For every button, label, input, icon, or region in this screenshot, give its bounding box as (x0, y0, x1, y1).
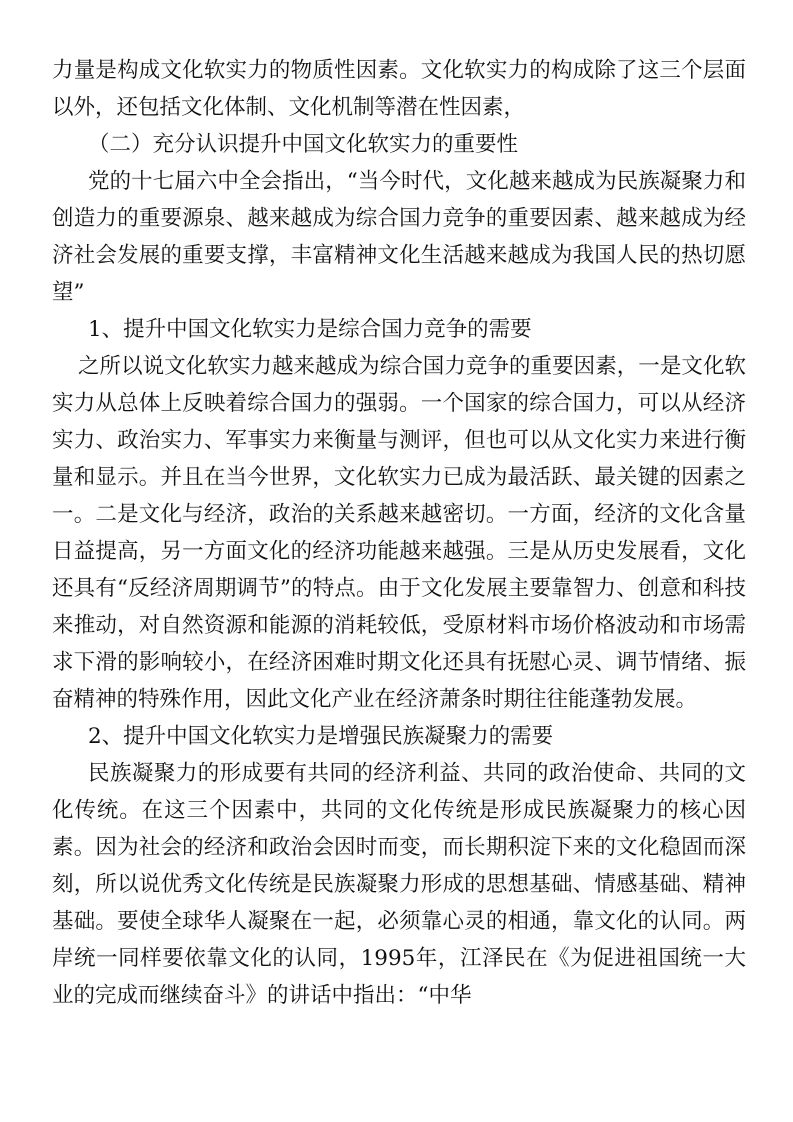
body-paragraph-point-2: 民族凝聚力的形成要有共同的经济利益、共同的政治使命、共同的文化传统。在这三个因素中，共同的文化传统是形成民族凝聚力的核心因素。因为社会的经济和政治会因时而变，而长期积淀下来的文化稳固而深刻，所以说优秀文化传统是民族凝聚力形成的思想基础、情感基础、精神基础。要使全球华人凝聚在一起，必须靠心灵的相通，靠文化的认同。两岸统一同样要依靠文化的认同，1995年，江泽民在《为促进祖国统一大业的完成而继续奋斗》的讲话中指出：“中华 (52, 761, 746, 1008)
body-paragraph-point-1: 之所以说文化软实力越来越成为综合国力竞争的重要因素，一是文化软实力从总体上反映着综合国力的强弱。一个国家的综合国力，可以从经济实力、政治实力、军事实力来衡量与测评，但也可以从文化实力来进行衡量和显示。并且在当今世界，文化软实力已成为最活跃、最关键的因素之一。二是文化与经济，政治的关系越来越密切。一方面，经济的文化含量日益提高，另一方面文化的经济功能越来越强。三是从历史发展看，文化还具有“反经济周期调节”的特点。由于文化发展主要靠智力、创意和科技来推动，对自然资源和能源的消耗较低，受原材料市场价格波动和市场需求下滑的影响较小，在经济困难时期文化还具有抚慰心灵、调节情绪、振奋精神的特殊作用，因此文化产业在经济萧条时期往往能蓬勃发展。 (52, 354, 746, 712)
subheading-point-1: 1、提升中国文化软实力是综合国力竞争的需要 (88, 317, 532, 342)
document-page (52, 52, 746, 1014)
body-paragraph-continuation: 力量是构成文化软实力的物质性因素。文化软实力的构成除了这三个层面以外，还包括文化体制、文化机制等潜在性因素， (52, 58, 746, 120)
subheading-point-2: 2、提升中国文化软实力是增强民族凝聚力的需要 (88, 724, 554, 749)
body-paragraph-plenum-quote: 党的十七届六中全会指出，“当今时代，文化越来越成为民族凝聚力和创造力的重要源泉、越来越成为综合国力竞争的重要因素、越来越成为经济社会发展的重要支撑，丰富精神文化生活越来越成为我国人民的热切愿望” (52, 169, 746, 305)
section-heading: （二）充分认识提升中国文化软实力的重要性 (88, 132, 519, 157)
